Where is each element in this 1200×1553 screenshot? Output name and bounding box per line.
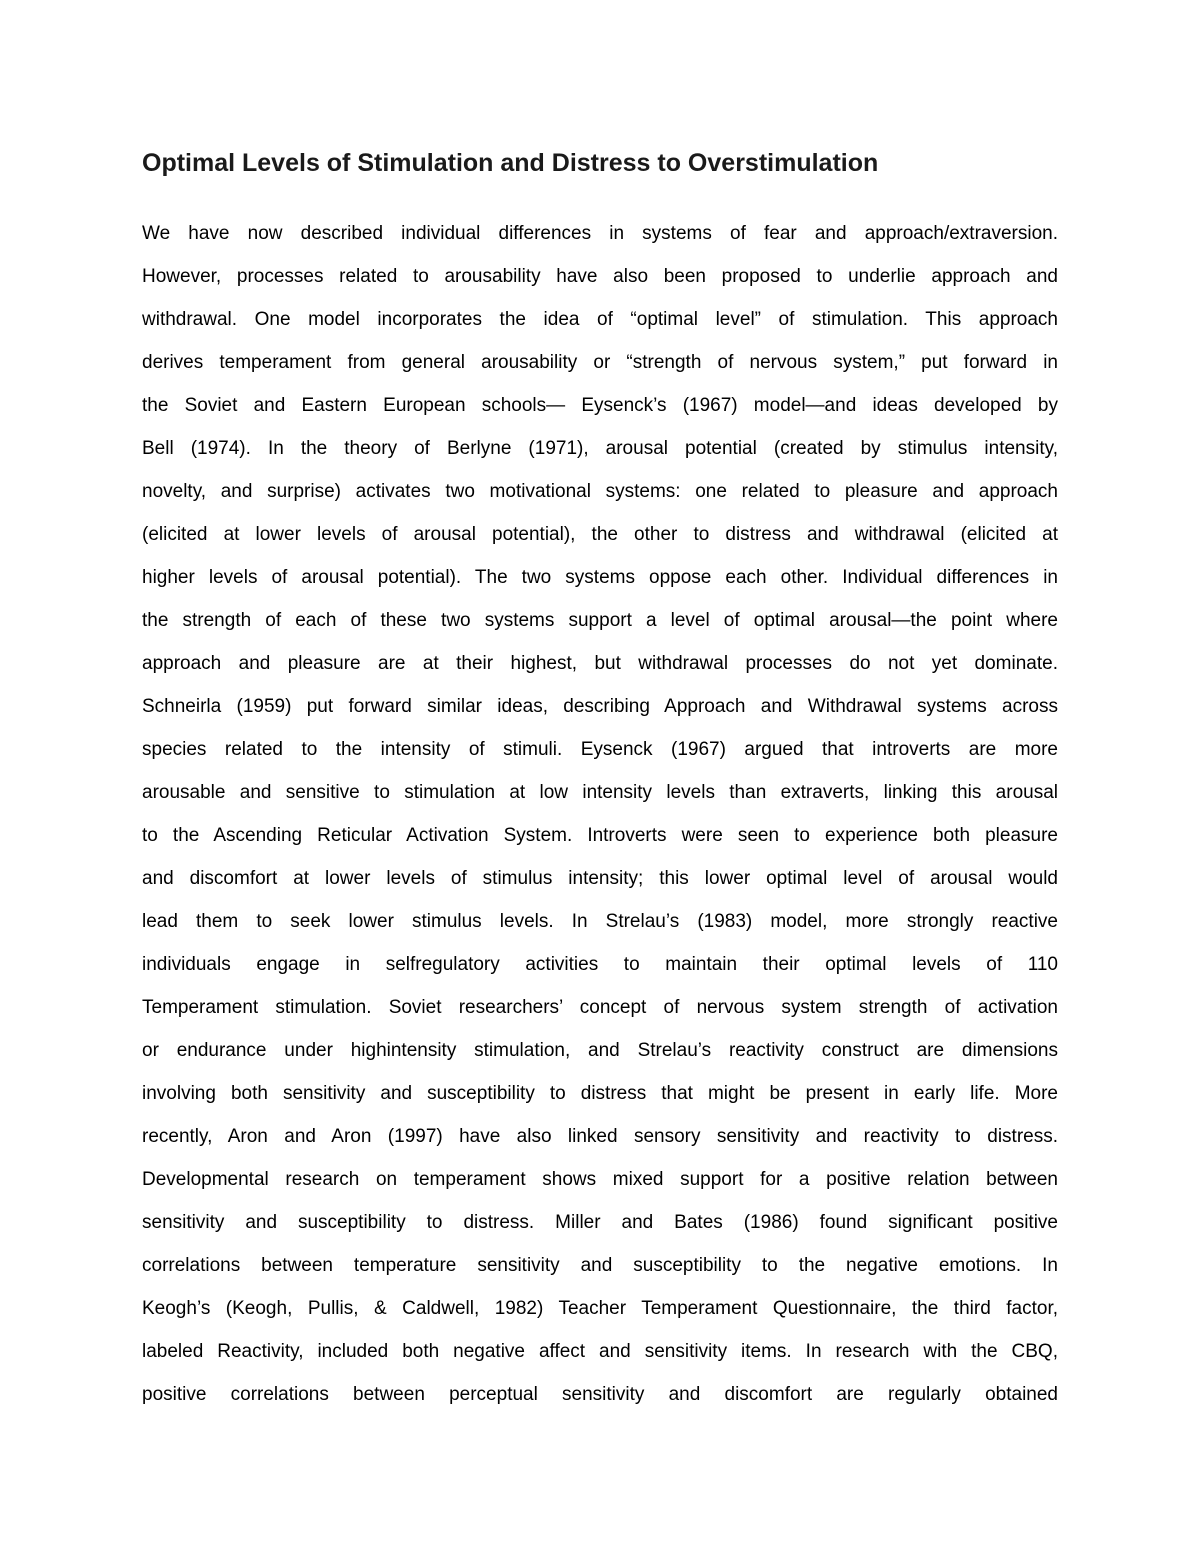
body-line: Bell (1974). In the theory of Berlyne (1971), arousal potential (created by stimulus intensity, — [142, 438, 1058, 459]
document-body — [142, 212, 1058, 1416]
body-line: However, processes related to arousability have also been proposed to underlie approach and — [142, 266, 1058, 287]
body-line: lead them to seek lower stimulus levels. In Strelau’s (1983) model, more strongly reactive — [142, 911, 1058, 932]
body-line: the Soviet and Eastern European schools— Eysenck’s (1967) model—and ideas developed by — [142, 395, 1058, 416]
body-line: derives temperament from general arousability or “strength of nervous system,” put forward in — [142, 352, 1058, 373]
body-line: the strength of each of these two systems support a level of optimal arousal—the point where — [142, 610, 1058, 631]
body-line: withdrawal. One model incorporates the idea of “optimal level” of stimulation. This approach — [142, 309, 1058, 330]
body-line: sensitivity and susceptibility to distress. Miller and Bates (1986) found significant positive — [142, 1212, 1058, 1233]
body-line: (elicited at lower levels of arousal potential), the other to distress and withdrawal (elicited at — [142, 524, 1058, 545]
body-line: Keogh’s (Keogh, Pullis, & Caldwell, 1982) Teacher Temperament Questionnaire, the third factor, — [142, 1298, 1058, 1319]
body-line: Developmental research on temperament shows mixed support for a positive relation between — [142, 1169, 1058, 1190]
body-line: Temperament stimulation. Soviet researchers’ concept of nervous system strength of activation — [142, 997, 1058, 1018]
body-line: involving both sensitivity and susceptibility to distress that might be present in early life. More — [142, 1083, 1058, 1104]
body-line: to the Ascending Reticular Activation System. Introverts were seen to experience both pleasure — [142, 825, 1058, 846]
body-line: We have now described individual differences in systems of fear and approach/extraversion. — [142, 223, 1058, 244]
body-line: species related to the intensity of stimuli. Eysenck (1967) argued that introverts are more — [142, 739, 1058, 760]
body-line: or endurance under highintensity stimulation, and Strelau’s reactivity construct are dimensions — [142, 1040, 1058, 1061]
body-line: arousable and sensitive to stimulation at low intensity levels than extraverts, linking this arousal — [142, 782, 1058, 803]
body-line: individuals engage in selfregulatory activities to maintain their optimal levels of 110 — [142, 954, 1058, 975]
body-line: correlations between temperature sensitivity and susceptibility to the negative emotions. In — [142, 1255, 1058, 1276]
document-title: Optimal Levels of Stimulation and Distress to Overstimulation — [142, 149, 879, 177]
body-line: approach and pleasure are at their highest, but withdrawal processes do not yet dominate. — [142, 653, 1058, 674]
body-line: novelty, and surprise) activates two motivational systems: one related to pleasure and approach — [142, 481, 1058, 502]
body-line: positive correlations between perceptual sensitivity and discomfort are regularly obtained — [142, 1384, 1058, 1405]
body-line: and discomfort at lower levels of stimulus intensity; this lower optimal level of arousal would — [142, 868, 1058, 889]
body-line: labeled Reactivity, included both negative affect and sensitivity items. In research with the CBQ, — [142, 1341, 1058, 1362]
body-line: higher levels of arousal potential). The two systems oppose each other. Individual differences in — [142, 567, 1058, 588]
body-line: Schneirla (1959) put forward similar ideas, describing Approach and Withdrawal systems across — [142, 696, 1058, 717]
body-line: recently, Aron and Aron (1997) have also linked sensory sensitivity and reactivity to distress. — [142, 1126, 1058, 1147]
